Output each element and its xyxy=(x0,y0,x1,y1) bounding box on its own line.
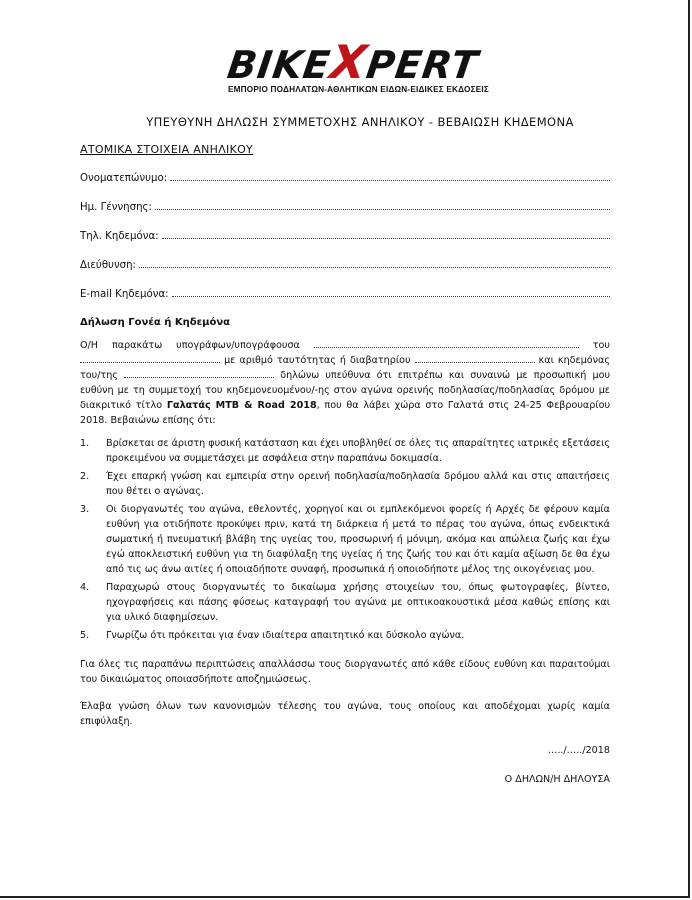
logo-brand: BIKEXPERT xyxy=(224,35,482,89)
conditions-list xyxy=(80,436,610,643)
item-text: Έχει επαρκή γνώση και εμπειρία στην ορεινή ποδηλασία/ποδηλασία δρόμου αλλά και στις απαιτήσεις που θέτει ο αγώνας. xyxy=(106,471,610,497)
rules-paragraph: Έλαβα γνώση όλων των κανονισμών τέλεσης του αγώνα, τους οποίους και αποδέχομαι χωρίς καμία επιφύλαξη. xyxy=(80,701,610,727)
declaration-paragraph xyxy=(80,338,610,428)
field-dotted-line[interactable] xyxy=(172,286,610,297)
item-number: 2. xyxy=(80,471,90,482)
declaration-heading: Δήλωση Γονέα ή Κηδεμόνα xyxy=(80,317,231,328)
item-text: Γνωρίζω ότι πρόκειται για έναν ιδιαίτερα απαιτητικό και δύσκολο αγώνα. xyxy=(106,630,465,641)
item-number: 1. xyxy=(80,438,90,449)
declaration-text: του/της xyxy=(80,370,118,381)
declaration-text: και κηδεμόνας xyxy=(538,355,610,366)
date-line[interactable]: …../…../2018 xyxy=(547,745,610,756)
field-dotted-line[interactable] xyxy=(155,199,610,210)
item-text: Βρίσκεται σε άριστη φυσική κατάσταση και έχει υποβληθεί σε όλες τις απαραίτητες ιατρικές εξετάσεις προκειμένου να συμμετάσχει με ασφάλεια στην παραπάνω δοκιμασία. xyxy=(106,438,610,464)
list-item xyxy=(80,469,610,499)
document-body xyxy=(80,112,610,787)
declaration-text: , που θα λάβει χώρα στο Γαλατά στις 24-25 Φεβρουαρίου 2018. Βεβαιώνω επίσης ότι: xyxy=(80,400,610,426)
item-number: 5. xyxy=(80,630,90,641)
list-item xyxy=(80,628,610,643)
signature-label: Ο ΔΗΛΩΝ/Η ΔΗΛΟΥΣΑ xyxy=(504,774,610,785)
dotted-blank[interactable] xyxy=(415,353,535,363)
declaration-text: Ο/Η παρακάτω υπογράφων/υπογράφουσα xyxy=(80,340,300,351)
field-fullname[interactable] xyxy=(80,170,610,186)
declaration-text: δηλώνω υπεύθυνα ότι επιτρέπω και συναινώ με προσωπική μου ευθύνη με τη συμμετοχή του κηδεμονευομένου/-ης στον αγώνα ορεινής ποδηλασίας/ποδηλασίας δρόμου με διακριτικό τίτλο xyxy=(80,370,610,411)
field-label: Τηλ. Κηδεμόνα: xyxy=(80,231,159,242)
dotted-blank[interactable] xyxy=(80,353,220,363)
item-text: Παραχωρώ στους διοργανωτές το δικαίωμα χρήσης στοιχείων του, όπως φωτογραφίες, βίντεο, ηχογραφήσεις και πάσης φύσεως καταγραφή του αγώνα με οπτικοακουστικά μέσα καθώς επίσης και για υλικό διαφημίσεων. xyxy=(106,582,610,623)
field-dotted-line[interactable] xyxy=(162,228,610,239)
declaration-text: του xyxy=(592,340,610,351)
logo-subtitle: ΕΜΠΟΡΙΟ ΠΟΔΗΛΑΤΩΝ-ΑΘΛΗΤΙΚΩΝ ΕΙΔΩΝ-ΕΙΔΙΚΕΣ ΕΚΔΟΣΕΙΣ xyxy=(228,85,489,94)
list-item xyxy=(80,502,610,577)
field-guardian-email[interactable] xyxy=(80,286,610,302)
field-dotted-line[interactable] xyxy=(139,257,610,268)
item-number: 4. xyxy=(80,582,90,593)
list-item xyxy=(80,580,610,625)
field-dotted-line[interactable] xyxy=(170,170,610,181)
bikexpert-logo xyxy=(224,35,489,110)
field-label: Ημ. Γέννησης: xyxy=(80,202,152,213)
dotted-blank[interactable] xyxy=(314,338,579,348)
field-label: Ονοματεπώνυμο: xyxy=(80,173,168,184)
field-birthdate[interactable] xyxy=(80,199,610,215)
field-guardian-phone[interactable] xyxy=(80,228,610,244)
item-text: Οι διοργανωτές του αγώνα, εθελοντές, χορηγοί και οι εμπλεκόμενοι φορείς ή Αρχές δε φέρουν καμία ευθύνη για οτιδήποτε προκύψει πριν, κατά τη διάρκεια ή μετά το πέρας του αγώνα, όπως ενδεικτικά σωματική ή πνευματική βλάβη της υγείας του, προσωρινή ή μόνιμη, ακόμα και απώλεια ζωής και έχω εγώ αποκλειστική ευθύνη για τη διαφύλαξη της υγείας ή της ζωής του και ότι καμία αξίωση δε θα έχω από τις ως άνω αιτίες ή οποιαδήποτε συναφή, προσωπικά ή οποιοδήποτε μέλος της οικογένειας μου. xyxy=(106,504,610,575)
section-heading: ΑΤΟΜΙΚΑ ΣΤΟΙΧΕΙΑ ΑΝΗΛΙΚΟΥ xyxy=(80,143,254,156)
item-number: 3. xyxy=(80,504,90,515)
list-item xyxy=(80,436,610,466)
waiver-paragraph: Για όλες τις παραπάνω περιπτώσεις απαλλάσσω τους διοργανωτές από κάθε είδους ευθύνη και παραιτούμαι του δικαιώματος οποιασδήποτε αποζημιώσεως. xyxy=(80,659,610,685)
declaration-text: με αριθμό ταυτότητας ή διαβατηρίου xyxy=(224,355,411,366)
dotted-blank[interactable] xyxy=(124,368,274,378)
field-address[interactable] xyxy=(80,257,610,273)
field-label: E-mail Κηδεμόνα: xyxy=(80,289,169,300)
event-name: Γαλατάς MTB & Road 2018 xyxy=(166,400,317,411)
field-label: Διεύθυνση: xyxy=(80,260,136,271)
document-title: ΥΠΕΥΘΥΝΗ ΔΗΛΩΣΗ ΣΥΜΜΕΤΟΧΗΣ ΑΝΗΛΙΚΟΥ - ΒΕΒΑΙΩΣΗ ΚΗΔΕΜΟΝΑ xyxy=(146,115,574,129)
